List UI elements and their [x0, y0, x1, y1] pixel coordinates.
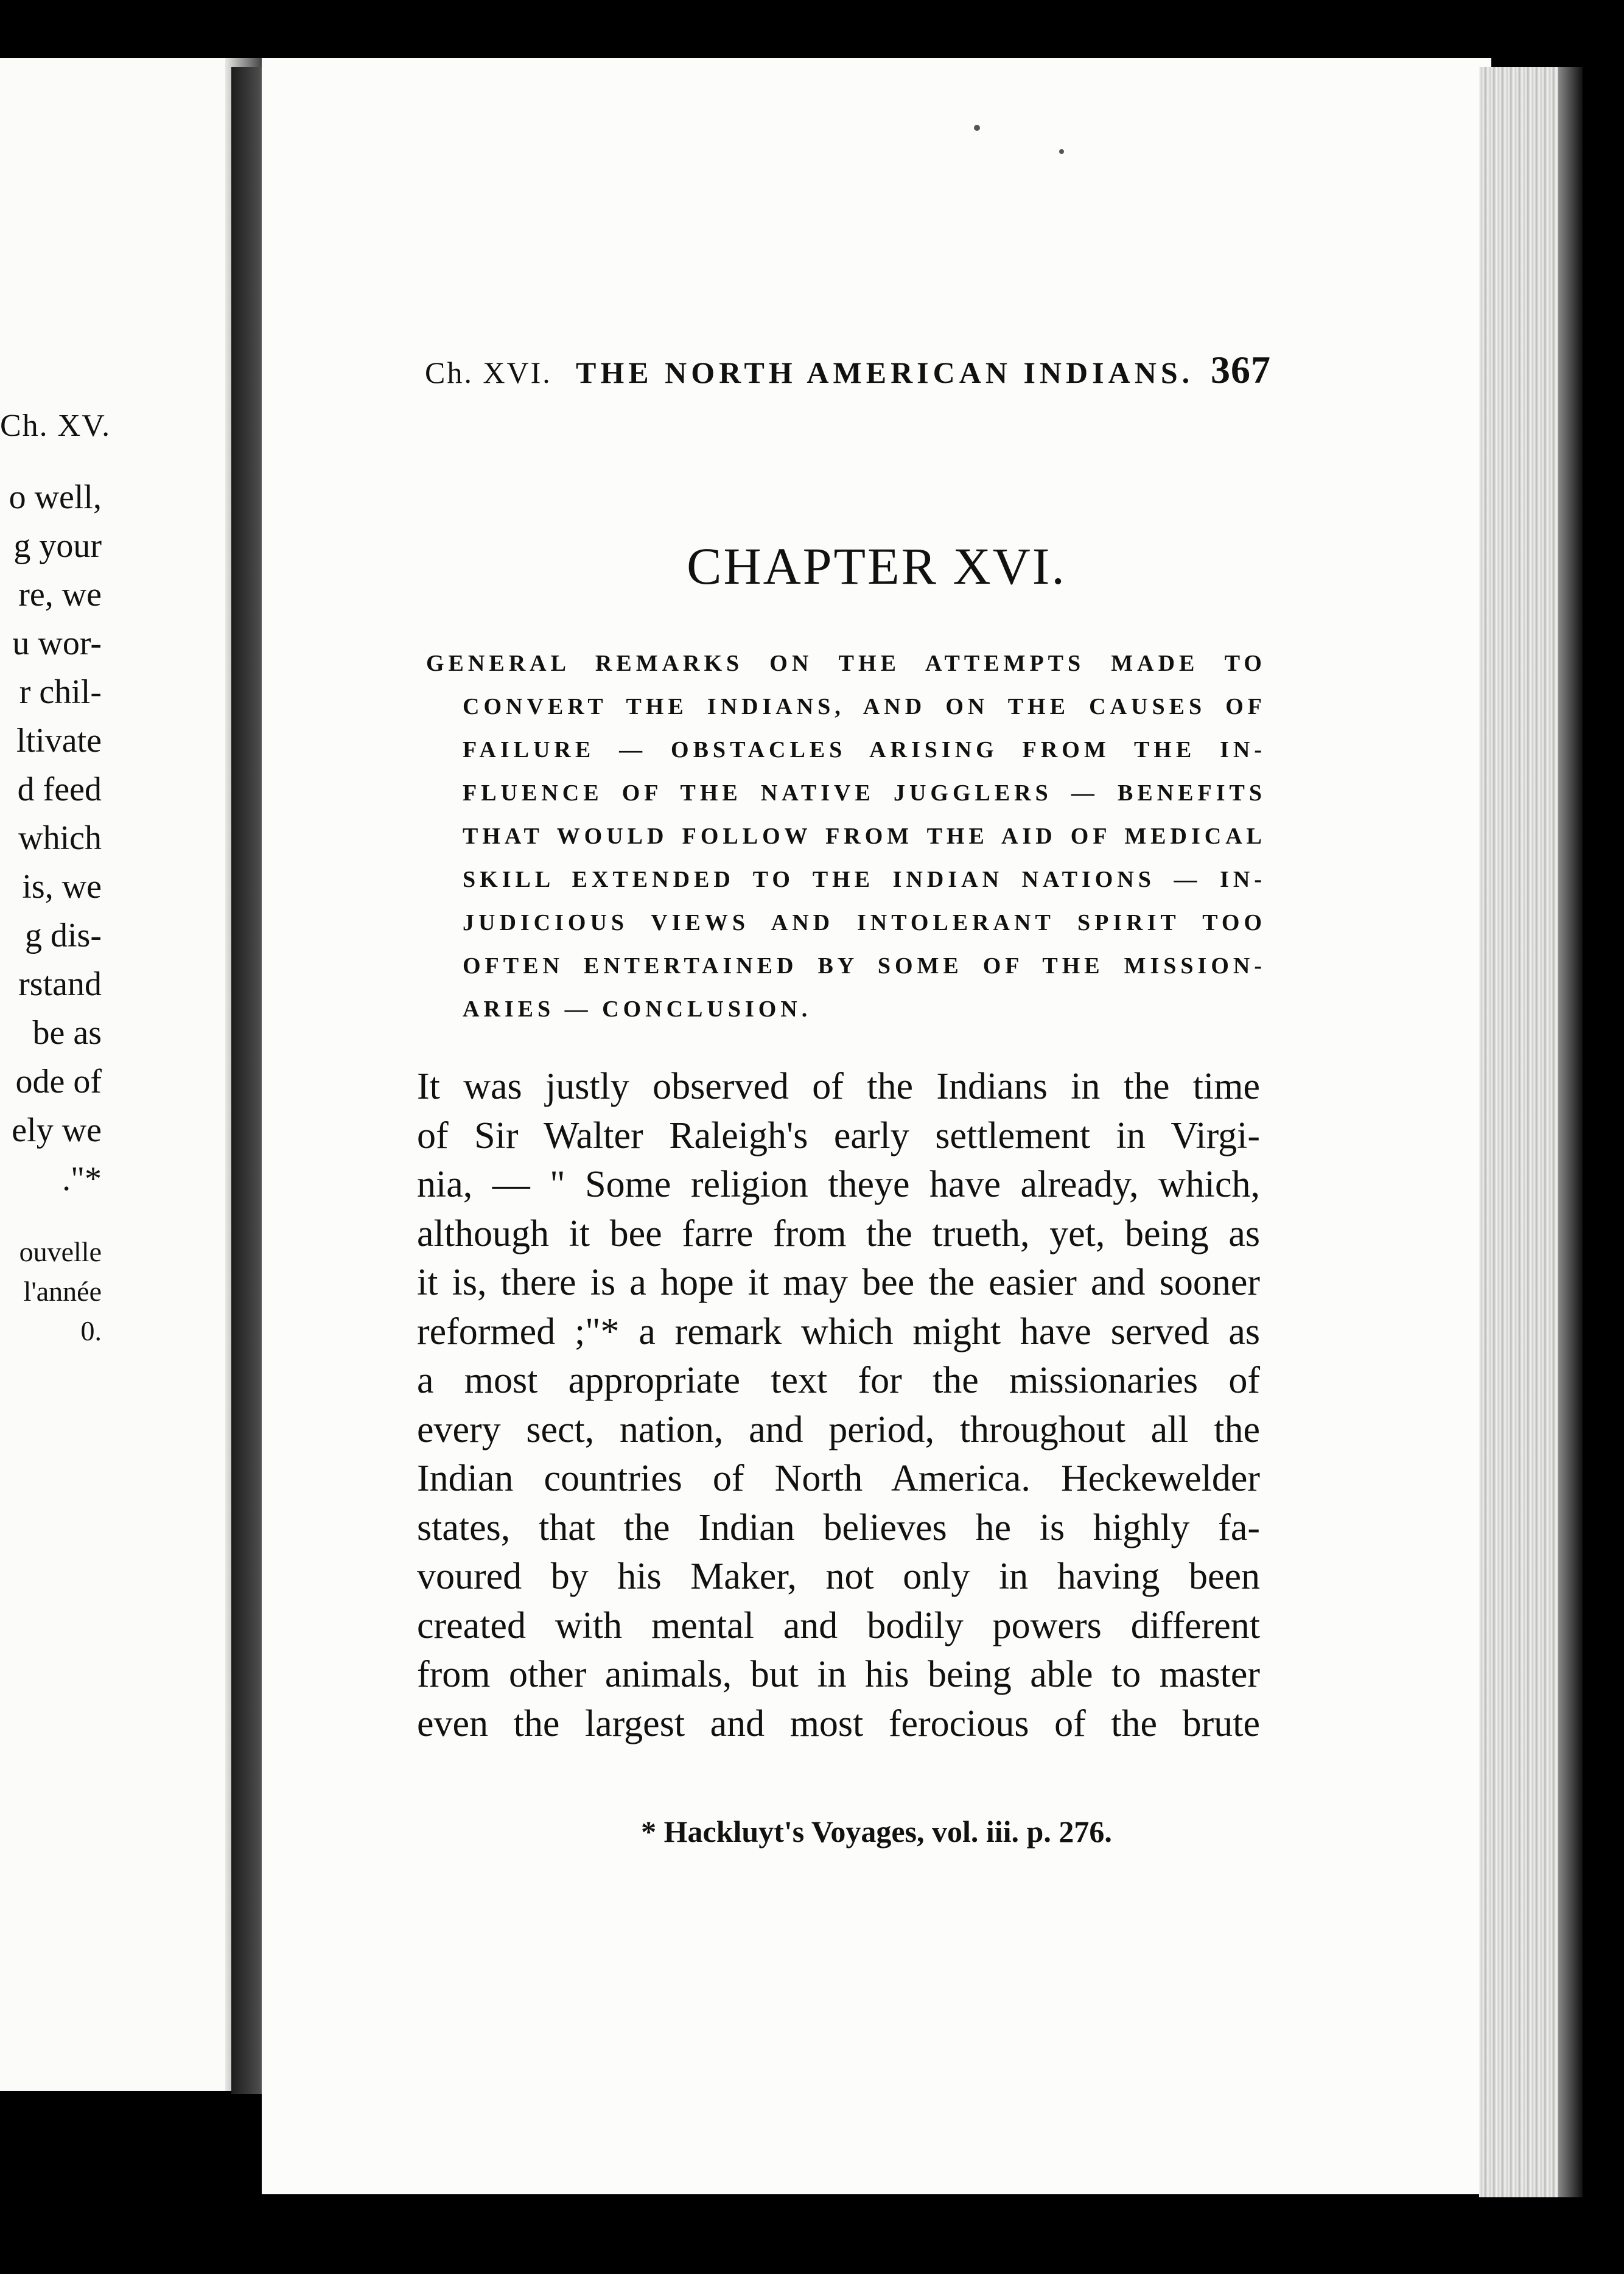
argument-line: ARIES — CONCLUSION. — [463, 996, 812, 1022]
body-line — [417, 1062, 1260, 1111]
previous-page-line: ."* — [62, 1160, 102, 1198]
body-line: voured by his Maker, not only in having been — [417, 1556, 1260, 1597]
body-line: created with mental and bodily powers different — [417, 1604, 1260, 1646]
argument-line: JUDICIOUS VIEWS AND INTOLERANT SPIRIT TOO — [463, 910, 1266, 936]
body-line: reformed ;"* a remark which might have served as — [417, 1310, 1260, 1352]
previous-page-line: re, we — [18, 576, 102, 614]
previous-page-line: is, we — [22, 868, 102, 906]
body-line: even the largest and most ferocious of the brute — [417, 1702, 1260, 1744]
body-line: from other animals, but in his being able to master — [417, 1654, 1260, 1695]
argument-line: OFTEN ENTERTAINED BY SOME OF THE MISSION- — [463, 953, 1266, 979]
body-line: nia, — " Some religion theye have already, which, — [417, 1164, 1260, 1205]
argument-line: FLUENCE OF THE NATIVE JUGGLERS — BENEFITS — [463, 780, 1266, 806]
previous-page — [0, 58, 243, 2091]
previous-page-line: d feed — [17, 771, 102, 808]
body-line-text: was justly observed of the Indians in the time — [439, 1066, 1260, 1107]
body-line: although it bee farre from the trueth, yet, being as — [417, 1212, 1260, 1254]
page-number: 367 — [1211, 348, 1271, 391]
previous-page-line: ltivate — [16, 722, 102, 760]
drop-word: It — [417, 1066, 440, 1107]
previous-page-line: which — [18, 819, 102, 857]
previous-page-line: ely we — [12, 1111, 102, 1149]
argument-line: THAT WOULD FOLLOW FROM THE AID OF MEDICAL — [463, 824, 1266, 849]
previous-page-line: g your — [13, 527, 102, 565]
previous-page-line: ode of — [15, 1063, 102, 1100]
paper-speck — [974, 125, 980, 131]
running-head-title: THE NORTH AMERICAN INDIANS. — [576, 355, 1194, 390]
footnote: * Hackluyt's Voyages, vol. iii. p. 276. — [641, 1814, 1112, 1849]
body-line: states, that the Indian believes he is highly fa- — [417, 1506, 1260, 1548]
argument-line: CONVERT THE INDIANS, AND ON THE CAUSES OF — [463, 694, 1266, 719]
body-text — [417, 1062, 1260, 1748]
argument-line: GENERAL REMARKS ON THE ATTEMPTS MADE TO — [426, 651, 1266, 676]
body-line: it is, there is a hope it may bee the easier and sooner — [417, 1262, 1260, 1303]
running-head-chapter: Ch. XVI. — [425, 355, 552, 390]
previous-page-line: rstand — [18, 965, 102, 1003]
body-line: a most appropriate text for the missionaries of — [417, 1360, 1260, 1401]
chapter-title: CHAPTER XVI. — [687, 537, 1066, 595]
previous-page-footnote-line: ouvelle — [19, 1236, 102, 1267]
previous-page-line: be as — [32, 1014, 102, 1052]
argument-line: SKILL EXTENDED TO THE INDIAN NATIONS — IN- — [463, 867, 1266, 892]
body-line: every sect, nation, and period, throughout all the — [417, 1408, 1260, 1450]
body-line: of Sir Walter Raleigh's early settlement in Virgi- — [417, 1114, 1260, 1156]
argument-line: FAILURE — OBSTACLES ARISING FROM THE IN- — [463, 737, 1266, 763]
previous-page-line: o well, — [9, 478, 102, 516]
previous-page-line: u wor- — [12, 624, 102, 662]
body-line: Indian countries of North America. Heckewelder — [417, 1458, 1260, 1499]
page-edges — [1479, 67, 1564, 2197]
chapter-argument — [426, 642, 1266, 1031]
paper-speck — [1059, 149, 1064, 154]
page-edge-shadow — [1558, 67, 1583, 2197]
previous-page-line: g dis- — [25, 917, 102, 954]
previous-page-footnote-line: 0. — [80, 1315, 102, 1346]
running-head — [425, 350, 1271, 393]
previous-page-running-head: Ch. XV. — [0, 408, 111, 443]
previous-page-footnote-line: l'année — [23, 1276, 102, 1307]
previous-page-line: r chil- — [19, 673, 102, 711]
